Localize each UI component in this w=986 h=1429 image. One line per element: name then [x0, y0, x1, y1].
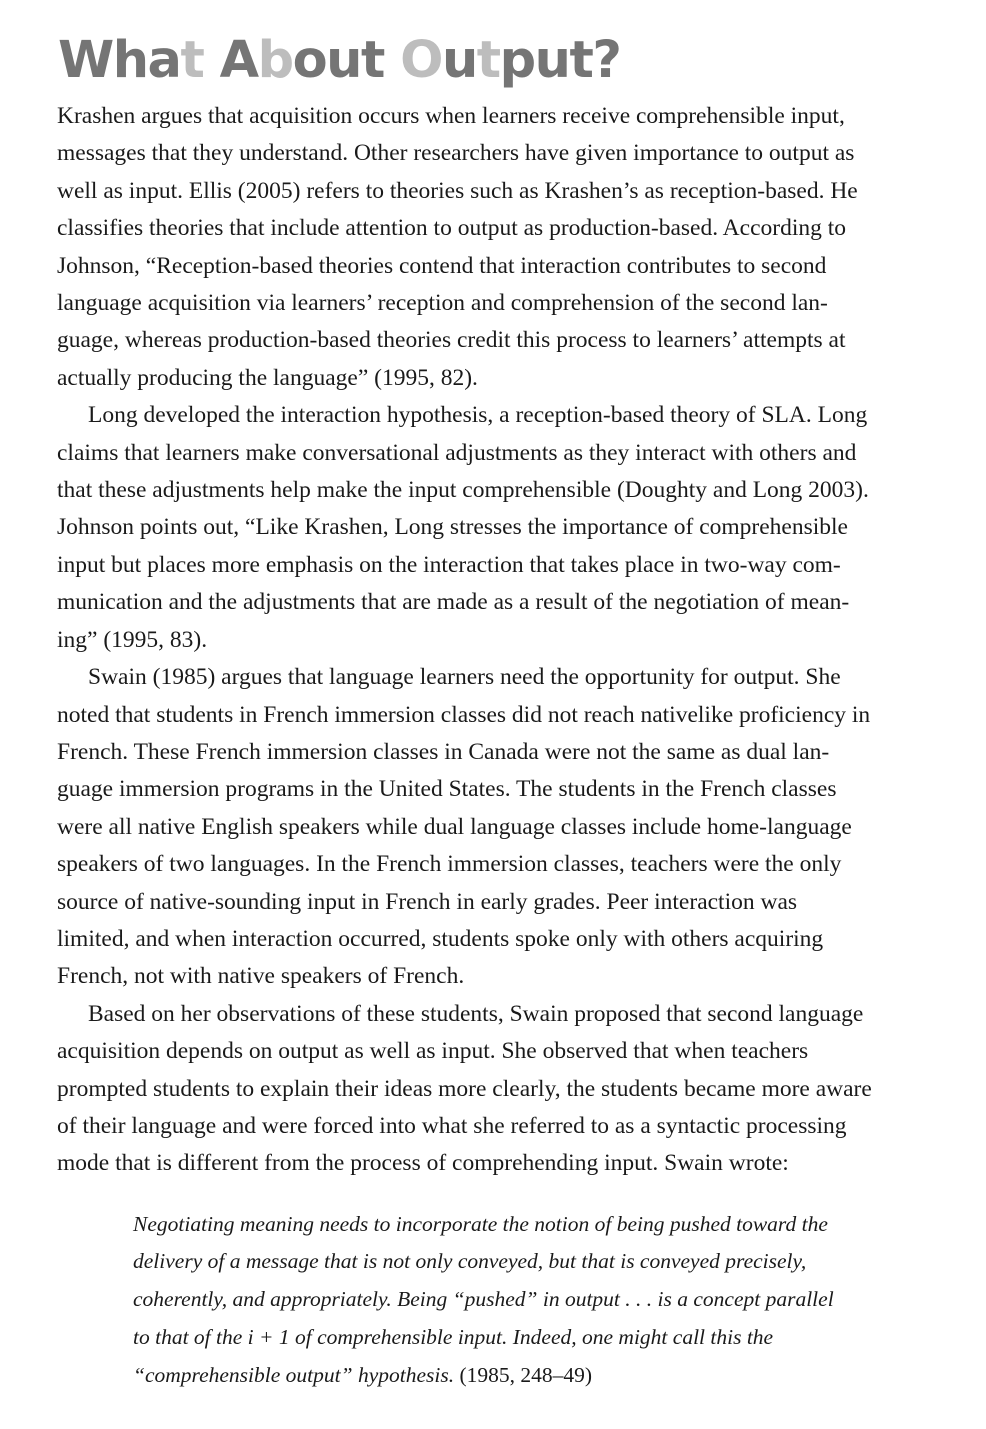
- text-line: of their language and were forced into what she referred to as a syntactic processing: [57, 1112, 847, 1139]
- text-line: acquisition depends on output as well as input. She observed that when teachers: [57, 1038, 809, 1065]
- text-line: noted that students in French immersion classes did not reach nativelike proficiency in: [57, 701, 871, 728]
- text-line: actually producing the language” (1995, 82).: [57, 364, 478, 391]
- text-line: source of native-sounding input in French in early grades. Peer interaction was: [57, 888, 798, 915]
- quote-line: Negotiating meaning needs to incorporate the notion of being pushed toward the: [133, 1211, 828, 1236]
- title-part: u: [441, 31, 477, 90]
- text-line: guage immersion programs in the United States. The students in the French classes: [57, 776, 837, 803]
- text-line: Krashen argues that acquisition occurs when learners receive comprehensible input,: [57, 103, 845, 129]
- text-line: Johnson points out, “Like Krashen, Long stresses the importance of comprehensible: [57, 514, 848, 541]
- text-line: claims that learners make conversational adjustments as they interact with others and: [57, 439, 857, 466]
- text-line: guage, whereas production-based theories credit this process to learners’ attempts at: [57, 327, 846, 354]
- title-part: O: [400, 31, 442, 90]
- text-line: mode that is different from the process of comprehending input. Swain wrote:: [57, 1150, 789, 1177]
- text-line: classifies theories that include attention to output as production-based. According to: [57, 215, 847, 242]
- paragraph-4: [57, 996, 962, 1183]
- text-line: speakers of two languages. In the French immersion classes, teachers were the only: [57, 851, 842, 878]
- text-line: Johnson, “Reception-based theories contend that interaction contributes to second: [57, 252, 827, 279]
- title-part: Wha: [58, 31, 181, 90]
- title-part: b: [257, 31, 293, 90]
- title-part: t: [180, 31, 204, 90]
- title-part: t: [476, 31, 500, 90]
- quote-citation: (1985, 248–49): [459, 1362, 593, 1387]
- paragraph-1: [57, 98, 962, 397]
- quote-line: “comprehensible output” hypothesis.: [133, 1362, 455, 1387]
- text-line: messages that they understand. Other researchers have given importance to output as: [57, 140, 855, 167]
- title-part: A: [203, 31, 258, 90]
- text-line: input but places more emphasis on the interaction that takes place in two-way com-: [57, 551, 841, 578]
- text-line: well as input. Ellis (2005) refers to theories such as Krashen’s as reception-based. He: [57, 177, 858, 204]
- quote-line: coherently, and appropriately. Being “pushed” in output . . . is a concept parallel: [133, 1287, 834, 1312]
- page-title: [58, 28, 962, 94]
- title-part: put?: [499, 31, 621, 90]
- title-part: out: [292, 31, 401, 90]
- text-line: Based on her observations of these students, Swain proposed that second language: [88, 1000, 864, 1027]
- text-line: French, not with native speakers of French.: [57, 963, 465, 990]
- text-line: language acquisition via learners’ reception and comprehension of the second lan-: [57, 290, 828, 317]
- text-line: that these adjustments help make the input comprehensible (Doughty and Long 2003).: [57, 477, 869, 504]
- paragraph-3: [57, 659, 962, 996]
- text-line: munication and the adjustments that are made as a result of the negotiation of mean-: [57, 589, 850, 616]
- quote-line: to that of the i + 1 of comprehensible input. Indeed, one might call this the: [133, 1324, 774, 1349]
- text-line: were all native English speakers while dual language classes include home-language: [57, 813, 852, 840]
- text-line: Swain (1985) argues that language learners need the opportunity for output. She: [88, 664, 841, 691]
- block-quote: [133, 1206, 893, 1395]
- text-line: French. These French immersion classes in Canada were not the same as dual lan-: [57, 738, 830, 765]
- document-page: [57, 28, 962, 1394]
- text-line: limited, and when interaction occurred, students spoke only with others acquiring: [57, 925, 824, 952]
- text-line: Long developed the interaction hypothesis, a reception-based theory of SLA. Long: [88, 402, 868, 429]
- text-line: ing” (1995, 83).: [57, 626, 208, 653]
- paragraph-2: [57, 397, 962, 659]
- quote-line: delivery of a message that is not only conveyed, but that is conveyed precisely,: [133, 1249, 807, 1274]
- body-text: [57, 98, 962, 1183]
- text-line: prompted students to explain their ideas more clearly, the students became more aware: [57, 1075, 872, 1102]
